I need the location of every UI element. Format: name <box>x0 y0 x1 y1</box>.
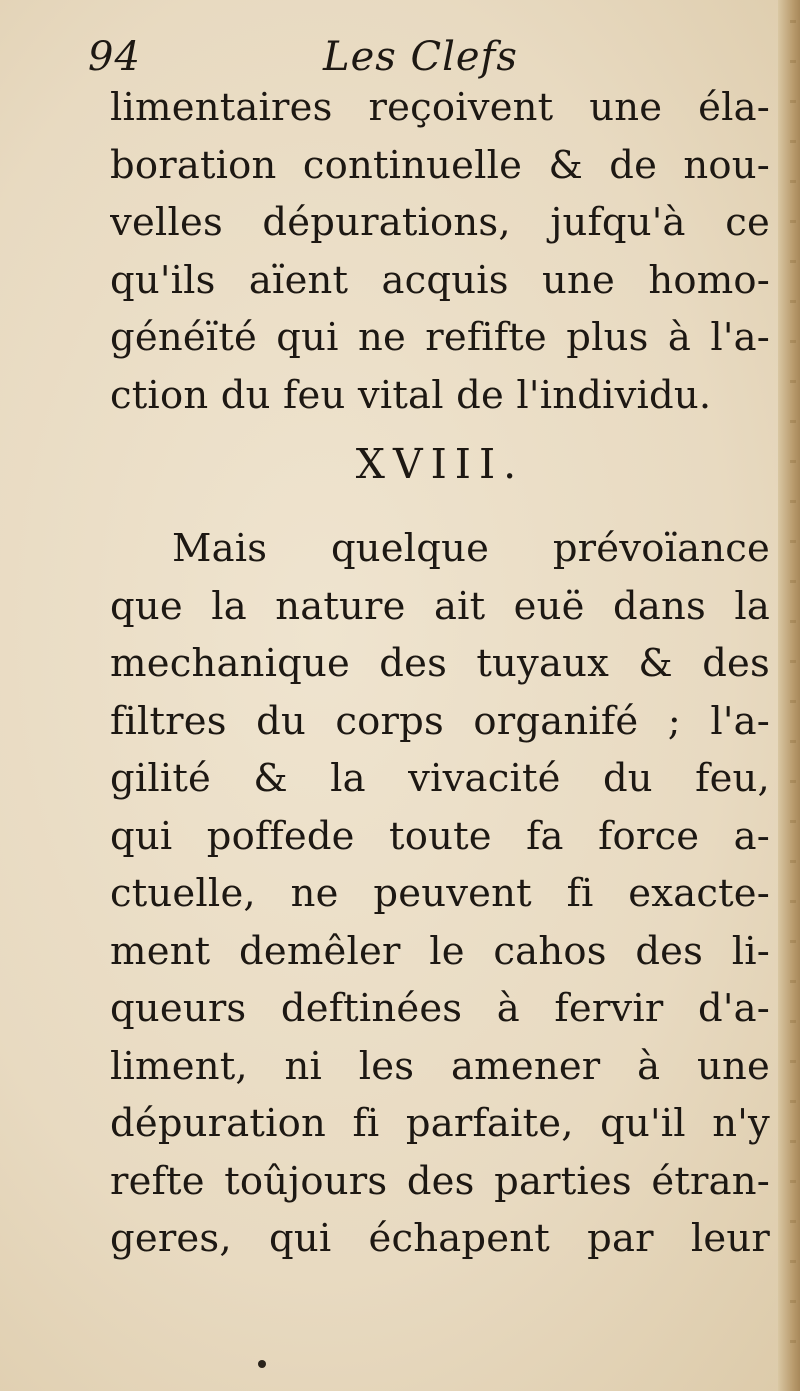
text-line: filtres du corps organifé ; l'a- <box>110 698 770 744</box>
text-line: geres, qui échapent par leur <box>110 1216 770 1261</box>
paragraph-section-18 <box>110 520 770 1268</box>
page-number: 94 <box>88 34 141 80</box>
text-line: généïté qui ne refifte plus à l'a- <box>110 315 770 360</box>
text-line: qui poffede toute fa force a- <box>110 813 770 859</box>
text-line: ment demêler le cahos des li- <box>110 928 770 974</box>
text-line: refte toûjours des parties étran- <box>110 1158 770 1204</box>
text-line: velles dépurations, jufqu'à ce <box>110 200 770 245</box>
ink-dot <box>258 1360 266 1368</box>
text-line: ction du feu vital de l'individu. <box>110 372 712 418</box>
text-line: mechanique des tuyaux & des <box>110 641 770 686</box>
page-edge <box>778 0 800 1391</box>
text-line: Mais quelque prévoïance <box>172 526 770 571</box>
page-edge-marks <box>790 20 796 1360</box>
text-line: ctuelle, ne peuvent fi exacte- <box>110 871 770 916</box>
running-head: Les Clefs <box>323 34 518 80</box>
text-line: boration continuelle & de nou- <box>110 142 770 188</box>
text-line: limentaires reçoivent une éla- <box>110 85 770 130</box>
text-line: que la nature ait euë dans la <box>110 583 770 629</box>
text-line: dépuration fi parfaite, qu'il n'y <box>110 1101 770 1146</box>
paragraph-continued <box>110 79 770 424</box>
section-heading: XVIII. <box>355 440 525 488</box>
text-line: qu'ils aïent acquis une homo- <box>110 257 770 303</box>
text-line: queurs deftinées à fervir d'a- <box>110 986 770 1031</box>
text-line: liment, ni les amener à une <box>110 1043 770 1089</box>
text-line: gilité & la vivacité du feu, <box>110 756 770 801</box>
